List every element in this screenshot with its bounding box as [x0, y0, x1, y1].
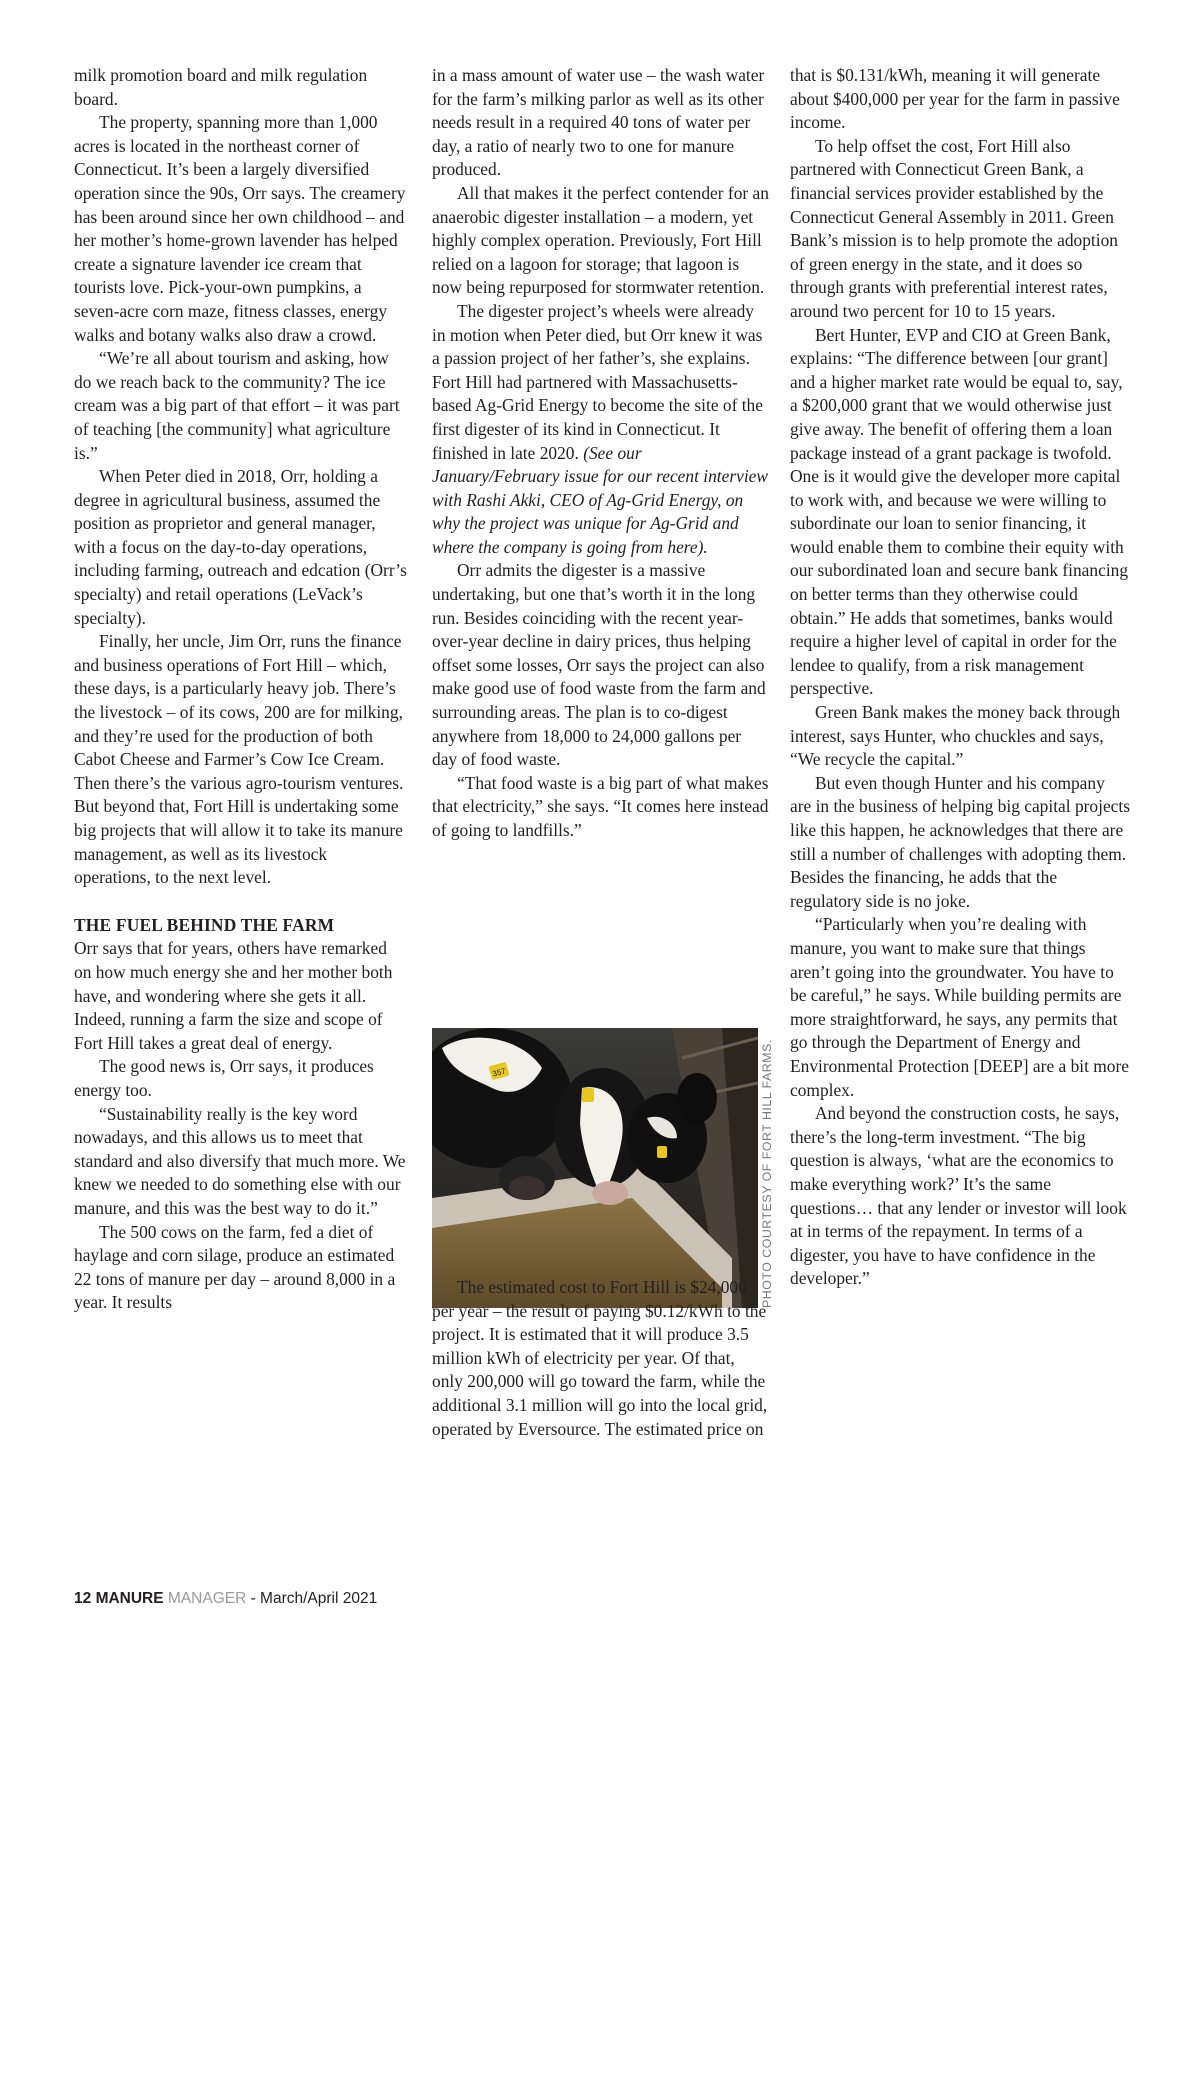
- paragraph: “Sustainability really is the key word nowadays, and this allows us to meet that standard and also diversify that much more. We knew we needed to do something else with our manure, and this was the best way to do it.”: [74, 1103, 406, 1218]
- paragraph: But even though Hunter and his company are in the business of helping big capital projects like this happen, he acknowledges that there are still a number of challenges with adopting them. Besides the financing, he adds that the regulatory side is no joke.: [790, 772, 1130, 911]
- magazine-name-light-text: MANAGER: [167, 1590, 247, 1607]
- cows-illustration: [432, 1028, 758, 1308]
- magazine-name-bold: MANURE: [95, 1590, 164, 1607]
- section-heading: THE FUEL BEHIND THE FARM: [74, 914, 335, 935]
- photo-credit: PHOTO COURTESY OF FORT HILL FARMS.: [760, 1039, 774, 1308]
- paragraph: Orr says that for years, others have remarked on how much energy she and her mother both have, and wondering where she gets it all. Indeed, running a farm the size and scope of Fort Hill takes a great deal of energy.: [74, 938, 393, 1053]
- paragraph: that is $0.131/kWh, meaning it will generate about $400,000 per year for the farm in passive income.: [790, 65, 1120, 133]
- paragraph-text: The digester project’s wheels were already in motion when Peter died, but Orr knew it was a passion project of her father’s, she explains. Fort Hill had partnered with Massachusetts-based Ag-Grid Energy to become the site of the first digester of its kind in Connecticut. It finished in late 2020.: [432, 300, 763, 463]
- paragraph: “Particularly when you’re dealing with manure, you want to make sure that things aren’t going into the groundwater. You have to be careful,” he says. While building permits are more straightforward, he says, any permits that go through the Department of Energy and Environmental Protection [DEEP] are a bit more complex.: [790, 914, 1130, 1100]
- paragraph: When Peter died in 2018, Orr, holding a degree in agricultural business, assumed the position as proprietor and general manager, with a focus on the day-to-day operations, including farming, outreach and edcation (Orr’s specialty) and retail operations (LeVack’s specialty).: [74, 466, 407, 628]
- column-3: [790, 64, 1130, 1291]
- paragraph: in a mass amount of water use – the wash water for the farm’s milking parlor as well as its other needs result in a required 40 tons of water per day, a ratio of nearly two to one for manure produced.: [432, 65, 765, 180]
- paragraph: milk promotion board and milk regulation board.: [74, 65, 368, 109]
- paragraph: [432, 300, 770, 560]
- paragraph: Finally, her uncle, Jim Orr, runs the finance and business operations of Fort Hill – which, these days, is a particularly heavy job. There’s the livestock – of its cows, 200 are for milking, and they’re used for the production of both Cabot Cheese and Farmer’s Cow Ice Cream. Then there’s the various agro-tourism ventures. But beyond that, Fort Hill is undertaking some big projects that will allow it to take its manure management, as well as its livestock operations, to the next level.: [74, 631, 404, 888]
- paragraph: “That food waste is a big part of what makes that electricity,” she says. “It comes here instead of going to landfills.”: [432, 772, 769, 840]
- column-1: [74, 64, 408, 1315]
- column-2-lower: [432, 1276, 770, 1441]
- paragraph: All that makes it the perfect contender for an anaerobic digester installation – a modern, yet highly complex operation. Previously, Fort Hill relied on a lagoon for storage; that lagoon is now being repurposed for stormwater retention.: [432, 182, 769, 298]
- paragraph: Green Bank makes the money back through interest, says Hunter, who chuckles and says, “We recycle the capital.”: [790, 702, 1121, 770]
- paragraph: Orr admits the digester is a massive undertaking, but one that’s worth it in the long run. Besides coinciding with the recent year-over-year decline in dairy prices, thus helping offset some losses, Orr says the project can also make good use of food waste from the farm and surrounding areas. The plan is to co-digest anywhere from 18,000 to 24,000 gallons per day of food waste.: [432, 560, 766, 770]
- paragraph: “We’re all about tourism and asking, how do we reach back to the community? The ice cream was a big part of that effort – it was part of teaching [the community] what agriculture is.”: [74, 348, 400, 463]
- issue-date: - March/April 2021: [250, 1590, 378, 1607]
- page-number: 12: [74, 1590, 92, 1607]
- page-footer: [74, 1590, 377, 1608]
- paragraph: The property, spanning more than 1,000 acres is located in the northeast corner of Connecticut. It’s been a largely diversified operation since the 90s, Orr says. The creamery has been around since her own childhood – and her mother’s home-grown lavender has helped create a signature lavender ice cream that tourists love. Pick-your-own pumpkins, a seven-acre corn maze, fitness classes, energy walks and botany walks also draw a crowd.: [74, 112, 406, 345]
- cows-photo: [432, 1028, 758, 1308]
- editor-note: (See our January/February issue for our recent interview with Rashi Akki, CEO of Ag-Grid Energy, on why the project was unique for Ag-Grid and where the company is going from here).: [432, 442, 768, 557]
- paragraph: To help offset the cost, Fort Hill also partnered with Connecticut Green Bank, a financial services provider established by the Connecticut General Assembly in 2011. Green Bank’s mission is to help promote the adoption of green energy in the state, and it does so through grants with preferential interest rates, around two percent for 10 to 15 years.: [790, 135, 1118, 321]
- ear-tag-label: 357: [491, 1066, 507, 1079]
- paragraph: And beyond the construction costs, he says, there’s the long-term investment. “The big question is always, ‘what are the economics to make everything work?’ It’s the same questions… that any lender or investor will look at in terms of the repayment. In terms of a digester, you have to have confidence in the developer.”: [790, 1103, 1127, 1289]
- paragraph: Bert Hunter, EVP and CIO at Green Bank, explains: “The difference between [our grant] and a higher market rate would be equal to, say, a $200,000 grant that we would otherwise just give away. The benefit of offering them a loan package instead of a grant package is twofold. One is it would give the developer more capital to work with, and because we were willing to subordinate our loan to senior financing, it would enable them to combine their equity with our subordinated loan and secure bank financing on better terms than they otherwise could obtain.” He adds that sometimes, banks would require a higher level of capital in order for the lendee to qualify, from a risk management perspective.: [790, 324, 1129, 699]
- paragraph: The estimated cost to Fort Hill is $24,000 per year – the result of paying $0.12/kWh to the project. It is estimated that it will produce 3.5 million kWh of electricity per year. Of that, only 200,000 will go toward the farm, while the additional 3.1 million will go into the local grid, operated by Eversource. The estimated price on: [432, 1277, 768, 1439]
- paragraph: The 500 cows on the farm, fed a diet of haylage and corn silage, produce an estimated 22 tons of manure per day – around 8,000 in a year. It results: [74, 1221, 396, 1313]
- magazine-name-light: [164, 1590, 247, 1607]
- paragraph: The good news is, Orr says, it produces energy too.: [74, 1056, 374, 1100]
